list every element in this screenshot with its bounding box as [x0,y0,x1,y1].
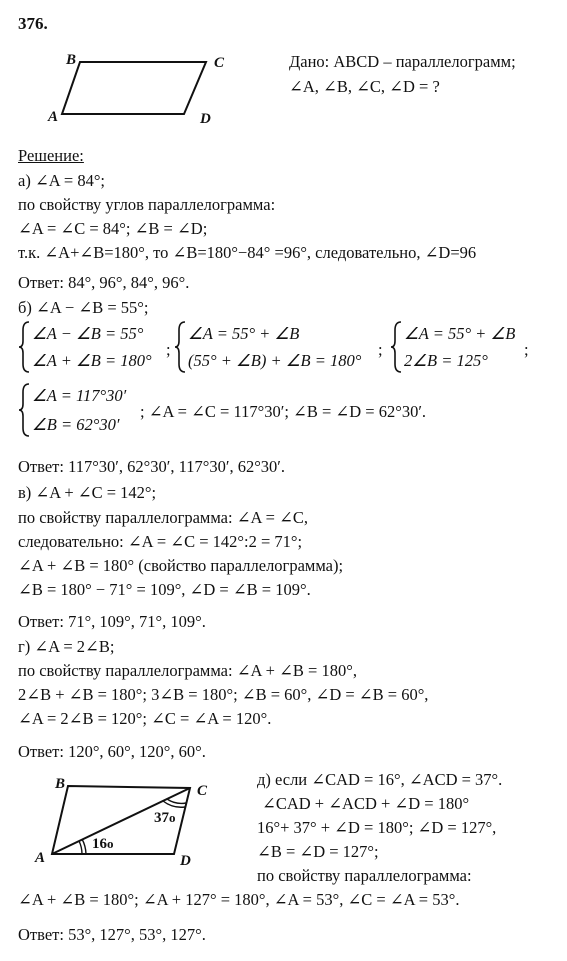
vertex-label-d: D [200,111,211,127]
system-3 [390,320,530,374]
separator-1: ; [166,340,171,359]
part-d-line-6: ∠A + ∠B = 180°; ∠A + 127° = 180°, ∠A = 53°, ∠C = ∠A = 53°. [18,890,460,909]
system-2-row-1: ∠A = 55° + ∠B [188,324,300,343]
given-line-1: Дано: ABCD – параллелограмм; [289,52,516,71]
separator-2: ; [378,340,383,359]
vertex-label-c: C [214,55,225,71]
parallelogram-diagonal-figure [30,770,230,880]
system-2 [174,320,374,374]
system-4-row-2: ∠B = 62°30′ [32,415,120,434]
given-line-2: ∠A, ∠B, ∠C, ∠D = ? [289,77,440,96]
vertex-label-b: B [66,52,77,68]
part-a-line-4: т.к. ∠A+∠B=180°, то ∠B=180°−84° =96°, следовательно, ∠D=96 [18,243,477,262]
part-a-line-1: а) ∠A = 84°; [18,171,106,190]
part-a-line-3: ∠A = ∠C = 84°; ∠B = ∠D; [18,219,208,238]
part-b-line-1: б) ∠A − ∠B = 55°; [18,298,149,317]
system-2-row-2: (55° + ∠B) + ∠B = 180° [188,351,362,370]
part-d-line-5: по свойству параллелограмма: [257,866,472,885]
vertex-label-a-2: A [35,850,46,866]
problem-number: 376. [18,14,48,33]
part-g-answer: Ответ: 120°, 60°, 120°, 60°. [18,742,206,761]
part-g-line-3: 2∠B + ∠B = 180°; 3∠B = 180°; ∠B = 60°, ∠D = ∠B = 60°, [18,685,429,704]
part-d-line-1: д) если ∠CAD = 16°, ∠ACD = 37°. [257,770,503,789]
part-v-line-1: в) ∠A + ∠C = 142°; [18,483,157,502]
part-b-answer: Ответ: 117°30′, 62°30′, 117°30′, 62°30′. [18,457,286,476]
vertex-label-c-2: C [197,783,208,799]
part-d-line-2: ∠CAD + ∠ACD + ∠D = 180° [262,794,470,813]
parallelogram-figure [40,52,240,132]
angle-a-value: 16o [92,836,114,852]
vertex-label-a: A [48,109,59,125]
system-3-row-2: 2∠B = 125° [404,351,488,370]
brace-2 [174,320,188,374]
part-d-line-3: 16°+ 37° + ∠D = 180°; ∠D = 127°, [257,818,497,837]
part-a-line-2: по свойству углов параллелограмма: [18,195,276,214]
part-v-line-3: следовательно: ∠A = ∠C = 142°:2 = 71°; [18,532,303,551]
part-d-answer: Ответ: 53°, 127°, 53°, 127°. [18,925,206,944]
vertex-label-b-2: B [55,776,66,792]
system-3-row-1: ∠A = 55° + ∠B [404,324,516,343]
brace-3 [390,320,404,374]
part-v-line-2: по свойству параллелограмма: ∠A = ∠C, [18,508,309,527]
separator-3: ; [524,340,529,359]
part-v-line-4: ∠A + ∠B = 180° (свойство параллелограмма); [18,556,344,575]
system-1-row-1: ∠A − ∠B = 55° [32,324,144,343]
part-g-line-1: г) ∠A = 2∠B; [18,637,115,656]
vertex-label-d-2: D [180,853,191,869]
part-b-tail: ; ∠A = ∠C = 117°30′; ∠B = ∠D = 62°30′. [140,402,427,421]
system-1-row-2: ∠A + ∠B = 180° [32,351,152,370]
part-v-line-5: ∠B = 180° − 71° = 109°, ∠D = ∠B = 109°. [18,580,311,599]
system-1 [18,320,168,374]
part-d-line-4: ∠B = ∠D = 127°; [257,842,379,861]
brace-4 [18,382,32,438]
system-4-row-1: ∠A = 117°30′ [32,386,127,405]
part-a-answer: Ответ: 84°, 96°, 84°, 96°. [18,273,190,292]
brace-1 [18,320,32,374]
part-v-answer: Ответ: 71°, 109°, 71°, 109°. [18,612,206,631]
angle-c-value: 37o [154,810,176,826]
system-4 [18,382,148,438]
part-g-line-4: ∠A = 2∠B = 120°; ∠C = ∠A = 120°. [18,709,272,728]
part-g-line-2: по свойству параллелограмма: ∠A + ∠B = 180°, [18,661,357,680]
solution-heading: Решение: [18,146,84,165]
